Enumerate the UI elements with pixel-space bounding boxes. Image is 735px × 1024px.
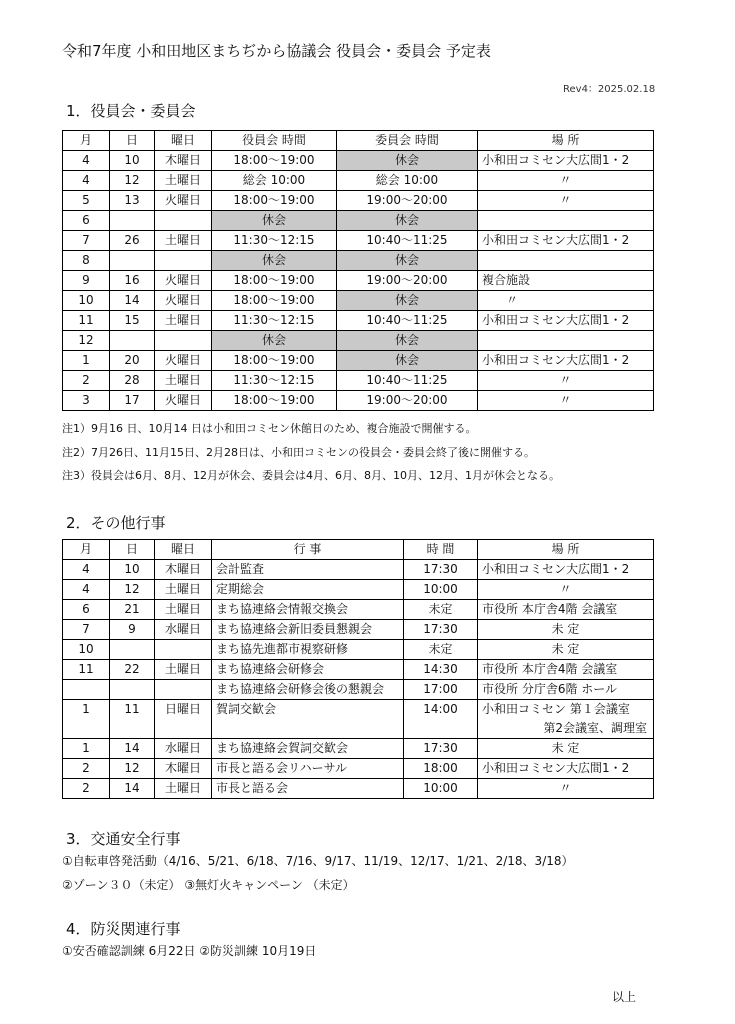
time-cell: 17:30	[404, 739, 478, 759]
day-cell: 26	[110, 231, 155, 251]
committee-time-cell: 10:40～11:25	[337, 231, 478, 251]
day-cell: 14	[110, 291, 155, 311]
meeting-schedule-table	[62, 130, 654, 411]
table-row	[63, 271, 654, 291]
header-weekday: 曜日	[155, 540, 212, 560]
header-event: 行 事	[212, 540, 404, 560]
table-row	[63, 600, 654, 620]
table-row	[63, 779, 654, 799]
end-mark: 以上	[612, 990, 637, 1004]
place-cell: 〃	[478, 580, 654, 600]
table-row	[63, 351, 654, 371]
month-cell: 11	[63, 660, 110, 680]
section2-heading: 2．その他行事	[66, 514, 166, 532]
place-line-2: 第2会議室、調理室	[543, 721, 647, 735]
time-cell: 17:30	[404, 560, 478, 580]
time-cell: 17:00	[404, 680, 478, 700]
day-cell: 10	[110, 151, 155, 171]
day-cell: 28	[110, 371, 155, 391]
table-row	[63, 171, 654, 191]
committee-time-cell: 休会	[337, 351, 478, 371]
event-cell: まち協連絡会研修会	[212, 660, 404, 680]
place-cell: 複合施設	[478, 271, 654, 291]
table-row	[63, 371, 654, 391]
committee-time-cell: 19:00～20:00	[337, 191, 478, 211]
table-row	[63, 391, 654, 411]
weekday-cell	[155, 211, 212, 231]
officers-time-cell: 18:00～19:00	[212, 391, 337, 411]
time-cell: 10:00	[404, 779, 478, 799]
month-cell	[63, 680, 110, 700]
events-table	[62, 539, 654, 799]
officers-time-cell: 18:00～19:00	[212, 291, 337, 311]
table-row	[63, 680, 654, 700]
header-month: 月	[63, 131, 110, 151]
event-cell: まち協連絡会賀詞交歓会	[212, 739, 404, 759]
day-cell: 20	[110, 351, 155, 371]
event-cell: まち協連絡会新旧委員懇親会	[212, 620, 404, 640]
month-cell: 2	[63, 759, 110, 779]
event-cell: 定期総会	[212, 580, 404, 600]
table-row	[63, 660, 654, 680]
officers-time-cell: 18:00～19:00	[212, 191, 337, 211]
day-cell: 9	[110, 620, 155, 640]
weekday-cell: 日曜日	[155, 700, 212, 739]
event-cell: 賀詞交歓会	[212, 700, 404, 739]
place-cell: 市役所 本庁舎4階 会議室	[478, 600, 654, 620]
weekday-cell: 火曜日	[155, 351, 212, 371]
day-cell	[110, 640, 155, 660]
weekday-cell: 木曜日	[155, 151, 212, 171]
day-cell	[110, 251, 155, 271]
event-cell: まち協先進都市視察研修	[212, 640, 404, 660]
header-officers-time: 役員会 時間	[212, 131, 337, 151]
day-cell: 22	[110, 660, 155, 680]
table-row	[63, 311, 654, 331]
committee-time-cell: 10:40～11:25	[337, 371, 478, 391]
table-row	[63, 580, 654, 600]
officers-time-cell: 11:30～12:15	[212, 371, 337, 391]
zone30-line: ②ゾーン３０（未定） ③無灯火キャンペーン （未定）	[62, 878, 355, 892]
weekday-cell	[155, 331, 212, 351]
day-cell: 12	[110, 580, 155, 600]
committee-time-cell: 休会	[337, 251, 478, 271]
section4-heading: 4．防災関連行事	[66, 920, 181, 938]
weekday-cell: 土曜日	[155, 371, 212, 391]
month-cell: 4	[63, 151, 110, 171]
table-row	[63, 151, 654, 171]
month-cell: 3	[63, 391, 110, 411]
header-time: 時 間	[404, 540, 478, 560]
place-cell: 〃	[478, 371, 654, 391]
table-row	[63, 291, 654, 311]
day-cell	[110, 331, 155, 351]
place-cell: 小和田コミセン大広間1・2	[478, 351, 654, 371]
officers-time-cell: 18:00～19:00	[212, 151, 337, 171]
weekday-cell: 水曜日	[155, 739, 212, 759]
committee-time-cell: 休会	[337, 151, 478, 171]
officers-time-cell: 休会	[212, 331, 337, 351]
weekday-cell: 火曜日	[155, 391, 212, 411]
month-cell: 1	[63, 700, 110, 739]
committee-time-cell: 休会	[337, 331, 478, 351]
revision-label: Rev4：2025.02.18	[563, 84, 656, 95]
month-cell: 4	[63, 560, 110, 580]
bicycle-campaign-line: ①自転車啓発活動（4/16、5/21、6/18、7/16、9/17、11/19、12/17、1/21、2/18、3/18）	[62, 854, 574, 868]
table-row	[63, 620, 654, 640]
note-2: 注2）7月26日、11月15日、2月28日は、小和田コミセンの役員会・委員会終了後に開催する。	[62, 446, 535, 459]
place-cell	[478, 700, 654, 739]
place-cell	[478, 251, 654, 271]
place-cell: 〃	[478, 191, 654, 211]
table-row	[63, 640, 654, 660]
officers-time-cell: 18:00～19:00	[212, 351, 337, 371]
place-cell: 市役所 分庁舎6階 ホール	[478, 680, 654, 700]
place-cell: 〃	[478, 291, 654, 311]
month-cell: 12	[63, 331, 110, 351]
month-cell: 4	[63, 580, 110, 600]
officers-time-cell: 11:30～12:15	[212, 231, 337, 251]
month-cell: 10	[63, 291, 110, 311]
table-row	[63, 759, 654, 779]
month-cell: 7	[63, 231, 110, 251]
place-cell: 〃	[478, 779, 654, 799]
weekday-cell	[155, 640, 212, 660]
table-header-row	[63, 131, 654, 151]
weekday-cell: 火曜日	[155, 271, 212, 291]
header-weekday: 曜日	[155, 131, 212, 151]
header-committee-time: 委員会 時間	[337, 131, 478, 151]
weekday-cell: 土曜日	[155, 660, 212, 680]
day-cell: 16	[110, 271, 155, 291]
place-cell: 小和田コミセン大広間1・2	[478, 560, 654, 580]
weekday-cell: 土曜日	[155, 779, 212, 799]
place-cell: 小和田コミセン大広間1・2	[478, 759, 654, 779]
event-cell: 市長と語る会	[212, 779, 404, 799]
weekday-cell: 水曜日	[155, 620, 212, 640]
committee-time-cell: 休会	[337, 291, 478, 311]
month-cell: 2	[63, 779, 110, 799]
weekday-cell	[155, 251, 212, 271]
weekday-cell	[155, 680, 212, 700]
table-row	[63, 560, 654, 580]
committee-time-cell: 休会	[337, 211, 478, 231]
place-cell: 小和田コミセン大広間1・2	[478, 311, 654, 331]
committee-time-cell: 10:40～11:25	[337, 311, 478, 331]
time-cell: 10:00	[404, 580, 478, 600]
table-row	[63, 251, 654, 271]
month-cell: 6	[63, 600, 110, 620]
time-cell: 17:30	[404, 620, 478, 640]
table-row	[63, 331, 654, 351]
weekday-cell: 火曜日	[155, 291, 212, 311]
place-cell: 小和田コミセン大広間1・2	[478, 151, 654, 171]
month-cell: 4	[63, 171, 110, 191]
weekday-cell: 木曜日	[155, 759, 212, 779]
place-line-1: 小和田コミセン 第１会議室	[482, 702, 630, 716]
section1-heading: 1．役員会・委員会	[66, 102, 196, 120]
committee-time-cell: 19:00～20:00	[337, 271, 478, 291]
day-cell: 12	[110, 759, 155, 779]
month-cell: 8	[63, 251, 110, 271]
day-cell: 11	[110, 700, 155, 739]
place-cell	[478, 211, 654, 231]
month-cell: 1	[63, 351, 110, 371]
place-cell: 小和田コミセン大広間1・2	[478, 231, 654, 251]
day-cell: 13	[110, 191, 155, 211]
day-cell: 14	[110, 739, 155, 759]
day-cell: 10	[110, 560, 155, 580]
section3-heading: 3．交通安全行事	[66, 830, 181, 848]
day-cell	[110, 211, 155, 231]
event-cell: まち協連絡会研修会後の懇親会	[212, 680, 404, 700]
weekday-cell: 土曜日	[155, 311, 212, 331]
time-cell: 18:00	[404, 759, 478, 779]
day-cell: 15	[110, 311, 155, 331]
day-cell: 17	[110, 391, 155, 411]
officers-time-cell: 総会 10:00	[212, 171, 337, 191]
header-day: 日	[110, 540, 155, 560]
day-cell: 14	[110, 779, 155, 799]
time-cell: 14:00	[404, 700, 478, 739]
header-day: 日	[110, 131, 155, 151]
event-cell: 市長と語る会リハーサル	[212, 759, 404, 779]
month-cell: 1	[63, 739, 110, 759]
event-cell: 会計監査	[212, 560, 404, 580]
month-cell: 9	[63, 271, 110, 291]
event-cell: まち協連絡会情報交換会	[212, 600, 404, 620]
month-cell: 2	[63, 371, 110, 391]
weekday-cell: 木曜日	[155, 560, 212, 580]
time-cell: 未定	[404, 640, 478, 660]
officers-time-cell: 休会	[212, 251, 337, 271]
place-cell: 市役所 本庁舎4階 会議室	[478, 660, 654, 680]
weekday-cell: 土曜日	[155, 171, 212, 191]
place-cell: 〃	[478, 171, 654, 191]
header-place: 場 所	[478, 540, 654, 560]
month-cell: 10	[63, 640, 110, 660]
day-cell: 21	[110, 600, 155, 620]
place-cell: 〃	[478, 391, 654, 411]
officers-time-cell: 11:30～12:15	[212, 311, 337, 331]
time-cell: 未定	[404, 600, 478, 620]
place-cell: 未 定	[478, 640, 654, 660]
weekday-cell: 土曜日	[155, 600, 212, 620]
header-place: 場 所	[478, 131, 654, 151]
table-row	[63, 211, 654, 231]
place-cell	[478, 331, 654, 351]
month-cell: 11	[63, 311, 110, 331]
committee-time-cell: 総会 10:00	[337, 171, 478, 191]
officers-time-cell: 18:00～19:00	[212, 271, 337, 291]
note-1: 注1）9月16 日、10月14 日は小和田コミセン休館日のため、複合施設で開催する。	[62, 422, 477, 435]
table-row	[63, 191, 654, 211]
weekday-cell: 土曜日	[155, 580, 212, 600]
disaster-drill-line: ①安否確認訓練 6月22日 ②防災訓練 10月19日	[62, 944, 317, 958]
month-cell: 5	[63, 191, 110, 211]
table-row	[63, 231, 654, 251]
month-cell: 6	[63, 211, 110, 231]
note-3: 注3）役員会は6月、8月、12月が休会、委員会は4月、6月、8月、10月、12月、1月が休会となる。	[62, 469, 560, 482]
committee-time-cell: 19:00～20:00	[337, 391, 478, 411]
weekday-cell: 火曜日	[155, 191, 212, 211]
day-cell	[110, 680, 155, 700]
place-cell: 未 定	[478, 620, 654, 640]
place-cell: 未 定	[478, 739, 654, 759]
document-title: 令和7年度 小和田地区まちぢから協議会 役員会・委員会 予定表	[62, 42, 491, 60]
month-cell: 7	[63, 620, 110, 640]
weekday-cell: 土曜日	[155, 231, 212, 251]
day-cell: 12	[110, 171, 155, 191]
table-row	[63, 739, 654, 759]
time-cell: 14:30	[404, 660, 478, 680]
header-month: 月	[63, 540, 110, 560]
officers-time-cell: 休会	[212, 211, 337, 231]
table-header-row	[63, 540, 654, 560]
table-row	[63, 700, 654, 739]
